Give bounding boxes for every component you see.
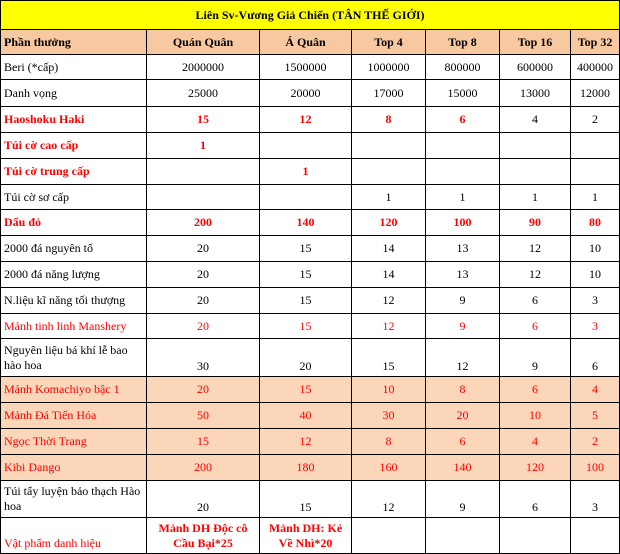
table-row [1, 429, 620, 455]
cell [571, 518, 620, 554]
cell: 20 [147, 262, 260, 288]
cell [426, 133, 500, 159]
cell: 20 [426, 403, 500, 429]
row-label: 2000 đá năng lượng [1, 262, 147, 288]
cell: 15 [260, 314, 352, 339]
row-label: Beri (*cấp) [1, 55, 147, 80]
cell: 20 [147, 481, 260, 518]
cell: 10 [571, 236, 620, 262]
cell: 15 [260, 481, 352, 518]
table-row [1, 107, 620, 133]
cell: 180 [260, 455, 352, 481]
cell: Mảnh DH: Kẻ Về Nhì*20 [260, 518, 352, 554]
row-label: Túi tẩy luyện bảo thạch Hào hoa [1, 481, 147, 518]
cell: 15 [260, 288, 352, 314]
cell: 1500000 [260, 55, 352, 80]
cell: 12 [260, 107, 352, 133]
cell: 9 [500, 339, 571, 377]
cell: 14 [352, 262, 426, 288]
cell: 25000 [147, 80, 260, 107]
table-row [1, 159, 620, 185]
cell: 140 [260, 210, 352, 236]
col-header-reward: Phần thưởng [1, 30, 147, 55]
cell: 13 [426, 262, 500, 288]
cell: 20 [147, 236, 260, 262]
table-row [1, 518, 620, 554]
cell: 3 [571, 288, 620, 314]
row-label: Túi cờ cao cấp [1, 133, 147, 159]
row-label: Mảnh Komachiyo bậc 1 [1, 377, 147, 403]
cell: 1 [260, 159, 352, 185]
cell: 10 [500, 403, 571, 429]
cell: 15 [260, 262, 352, 288]
cell: 2 [571, 429, 620, 455]
cell [352, 159, 426, 185]
col-header-champion: Quán Quân [147, 30, 260, 55]
row-label: Nguyên liệu bá khí lễ bao hào hoa [1, 339, 147, 377]
row-label: Mảnh Đá Tiến Hóa [1, 403, 147, 429]
cell [260, 185, 352, 210]
cell: 14 [352, 236, 426, 262]
cell: 20000 [260, 80, 352, 107]
header-row [1, 30, 620, 55]
cell: 4 [571, 377, 620, 403]
row-label: Túi cờ sơ cấp [1, 185, 147, 210]
cell: 20 [147, 288, 260, 314]
cell: 6 [500, 481, 571, 518]
cell: 15 [147, 107, 260, 133]
cell: 3 [571, 314, 620, 339]
cell: 13000 [500, 80, 571, 107]
cell [147, 185, 260, 210]
cell: 4 [500, 107, 571, 133]
cell: 12000 [571, 80, 620, 107]
cell: 40 [260, 403, 352, 429]
table-row [1, 236, 620, 262]
cell [260, 133, 352, 159]
cell: 6 [426, 107, 500, 133]
cell: 15000 [426, 80, 500, 107]
cell [352, 133, 426, 159]
cell: 12 [352, 314, 426, 339]
cell: 50 [147, 403, 260, 429]
cell: 6 [500, 314, 571, 339]
col-header-top32: Top 32 [571, 30, 620, 55]
cell: 30 [352, 403, 426, 429]
cell [426, 518, 500, 554]
cell: 2 [571, 107, 620, 133]
cell: 3 [571, 481, 620, 518]
cell: 120 [352, 210, 426, 236]
cell: 15 [260, 236, 352, 262]
table-row [1, 403, 620, 429]
cell: 600000 [500, 55, 571, 80]
cell: 12 [426, 339, 500, 377]
cell: 400000 [571, 55, 620, 80]
cell: 12 [260, 429, 352, 455]
cell: 8 [426, 377, 500, 403]
cell [352, 518, 426, 554]
col-header-top4: Top 4 [352, 30, 426, 55]
row-label: Dấu đỏ [1, 210, 147, 236]
cell: 20 [147, 314, 260, 339]
cell: 8 [352, 429, 426, 455]
table-row [1, 55, 620, 80]
cell: 90 [500, 210, 571, 236]
row-label: Túi cờ trung cấp [1, 159, 147, 185]
cell: Mảnh DH Độc cô Cầu Bại*25 [147, 518, 260, 554]
cell: 9 [426, 288, 500, 314]
cell [500, 133, 571, 159]
cell: 1 [500, 185, 571, 210]
row-label: Danh vọng [1, 80, 147, 107]
table-row [1, 210, 620, 236]
table-row [1, 262, 620, 288]
cell: 6 [426, 429, 500, 455]
cell [571, 133, 620, 159]
row-label: Ngọc Thời Trang [1, 429, 147, 455]
cell: 10 [352, 377, 426, 403]
table-title: Liên Sv-Vương Giả Chiến (TÂN THẾ GIỚI) [1, 1, 620, 30]
cell: 1 [426, 185, 500, 210]
cell: 100 [571, 455, 620, 481]
cell [426, 159, 500, 185]
row-label: N.liệu kĩ năng tối thượng [1, 288, 147, 314]
table-row [1, 133, 620, 159]
cell: 15 [352, 339, 426, 377]
row-label: Mảnh tinh linh Manshery [1, 314, 147, 339]
col-header-runner-up: Á Quân [260, 30, 352, 55]
cell: 200 [147, 455, 260, 481]
cell: 100 [426, 210, 500, 236]
cell: 12 [352, 288, 426, 314]
cell: 10 [571, 262, 620, 288]
row-label: 2000 đá nguyên tố [1, 236, 147, 262]
cell [147, 159, 260, 185]
table-row [1, 80, 620, 107]
cell: 6 [571, 339, 620, 377]
row-label: Vật phẩm danh hiệu [1, 518, 147, 554]
cell [571, 159, 620, 185]
cell: 160 [352, 455, 426, 481]
cell: 2000000 [147, 55, 260, 80]
table-row [1, 481, 620, 518]
col-header-top16: Top 16 [500, 30, 571, 55]
cell: 30 [147, 339, 260, 377]
cell: 9 [426, 314, 500, 339]
table-row [1, 185, 620, 210]
cell: 13 [426, 236, 500, 262]
table-row [1, 377, 620, 403]
cell: 120 [500, 455, 571, 481]
cell: 9 [426, 481, 500, 518]
cell [500, 518, 571, 554]
cell: 80 [571, 210, 620, 236]
cell: 200 [147, 210, 260, 236]
cell: 17000 [352, 80, 426, 107]
table-row [1, 455, 620, 481]
cell [500, 159, 571, 185]
row-label: Haoshoku Haki [1, 107, 147, 133]
table-row [1, 288, 620, 314]
cell: 8 [352, 107, 426, 133]
cell: 12 [352, 481, 426, 518]
cell: 1000000 [352, 55, 426, 80]
cell: 800000 [426, 55, 500, 80]
row-label: Kibi Dango [1, 455, 147, 481]
cell: 20 [147, 377, 260, 403]
cell: 12 [500, 236, 571, 262]
cell: 15 [147, 429, 260, 455]
cell: 6 [500, 377, 571, 403]
table-row [1, 339, 620, 377]
table-row [1, 314, 620, 339]
cell: 12 [500, 262, 571, 288]
cell: 1 [352, 185, 426, 210]
col-header-top8: Top 8 [426, 30, 500, 55]
cell: 4 [500, 429, 571, 455]
cell: 1 [147, 133, 260, 159]
cell: 20 [260, 339, 352, 377]
cell: 15 [260, 377, 352, 403]
cell: 140 [426, 455, 500, 481]
cell: 1 [571, 185, 620, 210]
cell: 6 [500, 288, 571, 314]
cell: 5 [571, 403, 620, 429]
